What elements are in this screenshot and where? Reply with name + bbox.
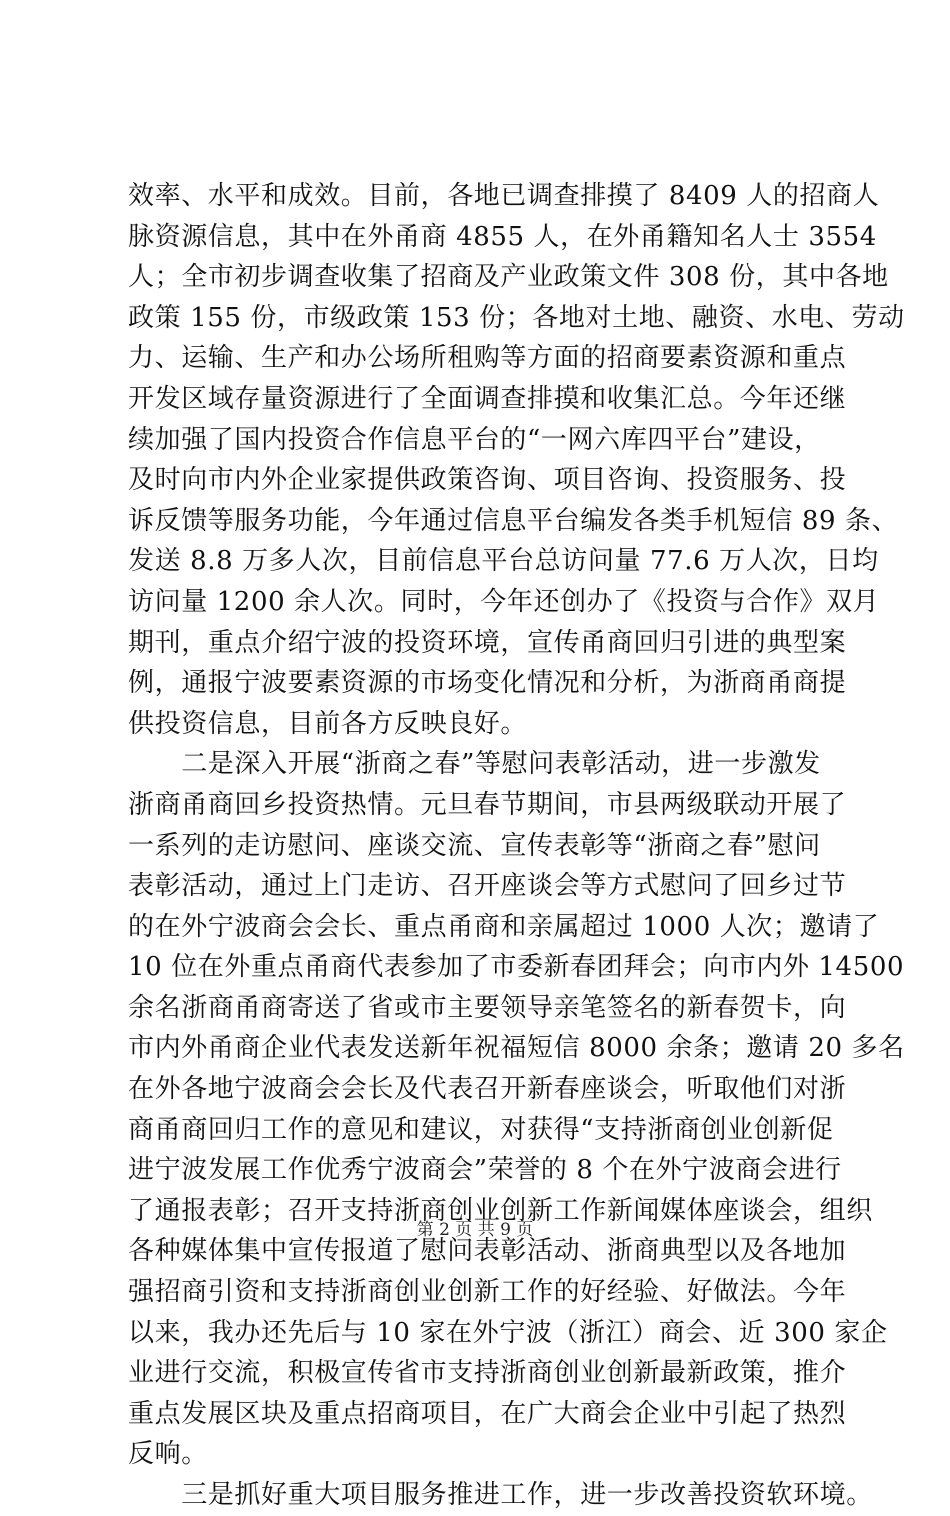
text-line: 政策 155 份，市级政策 153 份；各地对土地、融资、水电、劳动 bbox=[128, 302, 905, 333]
text-line: 强招商引资和支持浙商创业创新工作的好经验、好做法。今年 bbox=[128, 1277, 847, 1308]
text-line: 供投资信息，目前各方反映良好。 bbox=[128, 708, 528, 739]
text-line: 脉资源信息，其中在外甬商 4855 人，在外甬籍知名人士 3554 bbox=[128, 221, 877, 252]
text-line: 各种媒体集中宣传报道了慰问表彰活动、浙商典型以及各地加 bbox=[128, 1236, 847, 1267]
text-line: 访问量 1200 余人次。同时，今年还创办了《投资与合作》双月 bbox=[128, 586, 880, 617]
text-line: 余名浙商甬商寄送了省或市主要领导亲笔签名的新春贺卡，向 bbox=[128, 992, 847, 1023]
page-footer: 第 2 页 共 9 页 bbox=[416, 1220, 534, 1240]
text-line: 二是深入开展“浙商之春”等慰问表彰活动，进一步激发 bbox=[128, 749, 821, 780]
text-line: 以来，我办还先后与 10 家在外宁波（浙江）商会、近 300 家企 bbox=[128, 1317, 888, 1348]
text-line: 市内外甬商企业代表发送新年祝福短信 8000 余条；邀请 20 多名 bbox=[128, 1033, 905, 1064]
body-text bbox=[128, 176, 905, 1516]
text-line: 业进行交流，积极宣传省市支持浙商创业创新最新政策，推介 bbox=[128, 1358, 847, 1389]
text-line: 期刊，重点介绍宁波的投资环境，宣传甬商回归引进的典型案 bbox=[128, 627, 847, 658]
text-line: 在外各地宁波商会会长及代表召开新春座谈会，听取他们对浙 bbox=[128, 1074, 847, 1105]
text-line: 力、运输、生产和办公场所租购等方面的招商要素资源和重点 bbox=[128, 343, 847, 374]
text-line: 表彰活动，通过上门走访、召开座谈会等方式慰问了回乡过节 bbox=[128, 871, 847, 902]
text-line: 了通报表彰；召开支持浙商创业创新工作新闻媒体座谈会，组织 bbox=[128, 1195, 873, 1226]
text-line: 发送 8.8 万多人次，目前信息平台总访问量 77.6 万人次，日均 bbox=[128, 546, 879, 577]
text-line: 进宁波发展工作优秀宁波商会”荣誉的 8 个在外宁波商会进行 bbox=[128, 1155, 842, 1186]
text-line: 例，通报宁波要素资源的市场变化情况和分析，为浙商甬商提 bbox=[128, 668, 847, 699]
text-line: 人；全市初步调查收集了招商及产业政策文件 308 份，其中各地 bbox=[128, 262, 889, 293]
text-line: 10 位在外重点甬商代表参加了市委新春团拜会；向市内外 14500 bbox=[128, 952, 905, 983]
text-line: 及时向市内外企业家提供政策咨询、项目咨询、投资服务、投 bbox=[128, 465, 847, 496]
text-line: 反响。 bbox=[128, 1439, 208, 1470]
text-line: 效率、水平和成效。目前，各地已调查排摸了 8409 人的招商人 bbox=[128, 181, 880, 211]
text-line: 浙商甬商回乡投资热情。元旦春节期间，市县两级联动开展了 bbox=[128, 789, 847, 820]
text-line: 商甬商回归工作的意见和建议，对获得“支持浙商创业创新促 bbox=[128, 1114, 834, 1145]
text-line: 三是抓好重大项目服务推进工作，进一步改善投资软环境。 bbox=[128, 1480, 873, 1510]
text-line: 的在外宁波商会会长、重点甬商和亲属超过 1000 人次；邀请了 bbox=[128, 911, 880, 942]
text-line: 诉反馈等服务功能，今年通过信息平台编发各类手机短信 89 条、 bbox=[128, 505, 899, 536]
text-line: 重点发展区块及重点招商项目，在广大商会企业中引起了热烈 bbox=[128, 1398, 847, 1429]
text-line: 一系列的走访慰问、座谈交流、宣传表彰等“浙商之春”慰问 bbox=[128, 830, 821, 861]
text-line: 续加强了国内投资合作信息平台的“一网六库四平台”建设， bbox=[128, 424, 821, 455]
text-line: 开发区域存量资源进行了全面调查排摸和收集汇总。今年还继 bbox=[128, 383, 847, 414]
